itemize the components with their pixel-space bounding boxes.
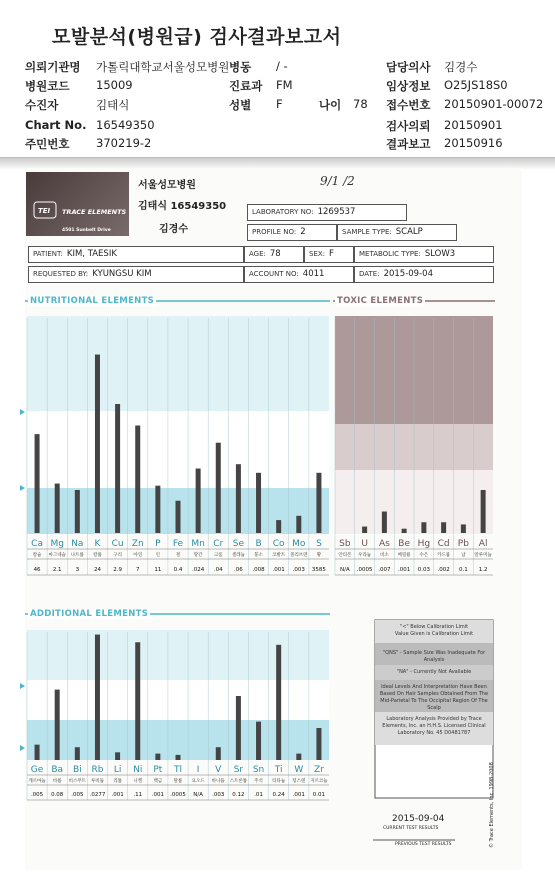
label-resident-no: 주민번호 [25, 137, 70, 151]
logo-name: TRACE ELEMENTS [62, 208, 127, 216]
nutritional-value-mg: 2.1 [52, 567, 62, 573]
additional-bar-ni [135, 642, 140, 760]
nutritional-symbol-na: Na [71, 539, 84, 549]
label-hospital-code: 병원코드 [25, 79, 70, 93]
toxic-value-sb: N/A [340, 567, 350, 573]
nutritional-bar-mo [296, 516, 301, 533]
additional-value-tl: .0005 [170, 792, 186, 798]
additional-value-w: .001 [292, 792, 305, 798]
additional-symbol-ni: Ni [133, 765, 143, 775]
patient-label-kr: 김태식 16549350 [138, 201, 227, 212]
toxic-bar-be [402, 529, 407, 533]
profile-value: 2 [300, 227, 306, 237]
nutritional-value-co: .001 [272, 567, 285, 573]
additional-symbol-rb: Rb [91, 765, 104, 775]
label-request-date: 검사의뢰 [386, 119, 431, 133]
nutritional-bar-na [75, 490, 80, 533]
nutritional-symbol-k: K [94, 539, 101, 549]
nutritional-korean-fe: 철 [175, 553, 181, 558]
value-department: FM [276, 78, 293, 92]
additional-bar-ti [276, 645, 281, 760]
additional-symbol-ba: Ba [51, 765, 64, 775]
copyright: © Trace Elements, Inc. 1998-2008 [489, 762, 495, 848]
additional-bar-ba [55, 690, 60, 760]
additional-symbol-ti: Ti [274, 765, 283, 775]
profile-label: PROFILE NO: [252, 228, 297, 236]
toxic-symbol-be: Be [398, 539, 410, 549]
additional-title: ADDITIONAL ELEMENTS [30, 609, 149, 619]
value-chart-no: 16549350 [96, 118, 155, 132]
note-qns: "QNS" - Sample Size Was Inadequate For Analysis [382, 650, 486, 663]
additional-korean-i: 요오드 [191, 779, 205, 784]
toxic-bar-al [481, 490, 486, 533]
nutritional-symbol-fe: Fe [172, 539, 184, 549]
additional-bar-sn [256, 722, 261, 760]
additional-symbol-pt: Pt [153, 765, 163, 775]
toxic-title: TOXIC ELEMENTS [337, 296, 424, 306]
toxic-korean-hg: 수은 [419, 553, 429, 558]
toxic-bar-cd [441, 522, 446, 533]
nutritional-bar-b [256, 473, 261, 533]
additional-korean-ni: 니켈 [133, 779, 143, 784]
toxic-value-cd: .002 [437, 567, 450, 573]
label-ward: 병동 [229, 60, 252, 74]
label-institution: 의뢰기관명 [25, 60, 81, 74]
additional-symbol-bi: Bi [72, 765, 82, 775]
svg-text:TEI: TEI [38, 207, 51, 215]
nutritional-bar-k [95, 355, 100, 533]
note-ideal-levels: Ideal Levels And Interpretation Have Been Based On Hair Samples Obtained From The Mid-Parietal To The Occipital Region Of The Scalp [379, 684, 489, 711]
additional-symbol-i: I [196, 765, 200, 775]
logo-address: 4501 Sunbelt Drive [62, 228, 111, 233]
label-chart-no: Chart No. [25, 118, 87, 132]
additional-korean-v: 바나듐 [211, 779, 225, 784]
value-doctor: 김경수 [444, 60, 478, 74]
additional-value-ba: 0.08 [51, 792, 64, 798]
additional-korean-sn: 주석 [254, 779, 263, 784]
additional-bar-v [216, 747, 221, 760]
toxic-korean-al: 알루미늄 [474, 553, 492, 558]
nutritional-symbol-mn: Mn [191, 539, 205, 549]
sex-value: F [329, 249, 334, 259]
toxic-korean-as: 비소 [380, 553, 389, 558]
nutritional-korean-cr: 크롬 [213, 553, 223, 558]
nutritional-bar-s [316, 473, 321, 533]
nutritional-korean-mg: 마그네슘 [48, 553, 66, 558]
label-report-date: 결과보고 [386, 137, 431, 151]
additional-value-pt: .001 [151, 792, 164, 798]
value-report-date: 20150916 [444, 136, 503, 150]
additional-korean-zr: 지르코늄 [310, 779, 328, 784]
additional-value-li: .001 [111, 792, 124, 798]
patient-label: PATIENT: [33, 250, 63, 258]
toxic-value-u: .0005 [356, 567, 373, 573]
toxic-symbol-u: U [361, 539, 368, 549]
nutritional-value-k: 24 [93, 567, 101, 573]
age-label: AGE: [249, 250, 266, 258]
nutritional-title: NUTRITIONAL ELEMENTS [30, 296, 155, 306]
additional-bar-sr [236, 696, 241, 760]
additional-value-i: N/A [193, 792, 204, 798]
nutritional-value-na: 3 [75, 567, 80, 573]
additional-korean-tl: 탈륨 [173, 779, 183, 784]
additional-value-ti: 0.24 [272, 792, 285, 798]
note-calibration: Value Given is Calibration Limit [394, 631, 474, 637]
sample-value: SCALP [395, 227, 423, 237]
nutritional-symbol-cr: Cr [213, 539, 224, 549]
additional-symbol-sn: Sn [252, 765, 265, 775]
nutritional-bar-p [155, 486, 160, 533]
nutritional-symbol-cu: Cu [111, 539, 124, 549]
note-below-limit: "<" Below Calibration Limit [399, 624, 469, 630]
account-label: ACCOUNT NO: [249, 270, 299, 278]
additional-value-bi: .005 [71, 792, 84, 798]
value-clinical-info: O25JS18S0 [444, 78, 508, 92]
additional-korean-bi: 비스무트 [68, 779, 87, 784]
toxic-bar-pb [461, 524, 466, 533]
nutritional-value-zn: 7 [135, 567, 140, 573]
toxic-symbol-cd: Cd [437, 539, 450, 549]
note-na: "NA" - Currently Not Available [396, 669, 472, 675]
date-label: DATE: [359, 270, 380, 278]
nutritional-symbol-mo: Mo [292, 539, 306, 549]
additional-symbol-v: V [215, 765, 222, 775]
nutritional-symbol-s: S [316, 539, 322, 549]
hospital-name: 서울성모병원 [138, 180, 196, 191]
additional-symbol-w: W [294, 765, 304, 775]
nutritional-bar-fe [176, 501, 181, 533]
label-receipt-no: 접수번호 [386, 98, 431, 112]
toxic-value-be: .001 [398, 567, 411, 573]
additional-bar-rb [95, 635, 100, 760]
nutritional-symbol-mg: Mg [50, 539, 64, 549]
nutritional-value-se: .06 [234, 567, 243, 573]
metabolic-value: SLOW3 [424, 249, 456, 259]
nutritional-bar-cu [115, 404, 120, 533]
nutritional-korean-s: 황 [316, 553, 322, 558]
label-department: 진료과 [229, 79, 263, 93]
toxic-symbol-al: Al [478, 539, 488, 549]
nutritional-value-cr: .04 [213, 567, 223, 573]
toxic-korean-cd: 카드뮴 [437, 553, 451, 558]
patient-value: KIM, TAESIK [66, 249, 117, 259]
value-age: 78 [353, 97, 368, 111]
additional-korean-pt: 백금 [153, 779, 163, 784]
nutritional-korean-zn: 아연 [133, 553, 143, 558]
additional-value-v: .003 [212, 792, 225, 798]
label-clinical-info: 임상정보 [386, 79, 431, 93]
nutritional-bar-mg [55, 484, 60, 533]
age-value: 78 [269, 249, 281, 259]
additional-value-rb: .0277 [89, 792, 106, 798]
additional-bar-ge [35, 745, 40, 760]
sex-label: SEX: [309, 250, 326, 258]
value-ward: / - [276, 59, 288, 73]
toxic-korean-sb: 안티몬 [338, 553, 352, 558]
lab-no-label: LABORATORY NO: [252, 208, 314, 216]
nutritional-symbol-b: B [255, 539, 262, 549]
nutritional-korean-p: 인 [155, 553, 161, 558]
account-value: 4011 [302, 269, 325, 279]
nutritional-bar-se [236, 464, 241, 533]
sample-label: SAMPLE TYPE: [342, 228, 392, 236]
additional-value-ni: .11 [133, 792, 143, 798]
additional-korean-sr: 스트론튬 [229, 779, 248, 784]
label-doctor: 담당의사 [386, 60, 431, 74]
toxic-korean-be: 베릴륨 [397, 553, 411, 558]
nutritional-bar-mn [196, 469, 201, 534]
nutritional-korean-mo: 몰리브덴 [290, 553, 308, 558]
value-hospital-code: 15009 [96, 78, 133, 92]
nutritional-value-s: 3585 [311, 567, 326, 573]
additional-bar-w [296, 754, 301, 760]
toxic-korean-pb: 납 [461, 553, 466, 558]
nutritional-korean-b: 붕소 [254, 553, 263, 558]
footer-previous: PREVIOUS TEST RESULTS [395, 842, 452, 847]
nutritional-korean-mn: 망간 [193, 553, 203, 558]
additional-bar-bi [75, 747, 80, 760]
nutritional-bar-co [276, 520, 281, 533]
doctor-label-kr: 김경수 [159, 224, 188, 235]
nutritional-value-p: 11 [154, 567, 162, 573]
additional-symbol-zr: Zr [313, 765, 324, 775]
nutritional-symbol-co: Co [272, 539, 285, 549]
requested-label: REQUESTED BY: [33, 270, 89, 278]
nutritional-symbol-p: P [155, 539, 161, 549]
toxic-symbol-pb: Pb [457, 539, 469, 549]
value-receipt-no: 20150901-00072 [444, 97, 544, 111]
toxic-symbol-as: As [378, 539, 390, 549]
value-request-date: 20150901 [444, 118, 503, 132]
nutritional-korean-ca: 칼슘 [32, 553, 42, 558]
toxic-symbol-sb: Sb [339, 539, 351, 549]
nutritional-korean-na: 나트륨 [70, 553, 84, 558]
additional-bar-pt [155, 754, 160, 760]
value-resident-no: 370219-2 [96, 136, 152, 150]
additional-value-sn: .01 [254, 792, 263, 798]
nutritional-bar-zn [135, 426, 140, 534]
toxic-bar-hg [421, 522, 426, 533]
date-value: 2015-09-04 [383, 269, 433, 279]
handwritten-note: 9/1 /2 [320, 174, 355, 188]
toxic-bar-u [362, 527, 367, 533]
toxic-value-as: .007 [378, 567, 391, 573]
nutritional-symbol-se: Se [232, 539, 245, 549]
nutritional-value-b: .008 [252, 567, 265, 573]
additional-korean-w: 텅스텐 [292, 779, 306, 784]
nutritional-value-mn: .024 [192, 567, 205, 573]
footer-date: 2015-09-04 [392, 814, 445, 824]
additional-symbol-li: Li [113, 765, 122, 775]
lab-no-value: 1269537 [317, 207, 356, 217]
toxic-value-hg: 0.03 [417, 567, 430, 573]
label-sex: 성별 [229, 98, 252, 112]
value-sex: F [276, 97, 283, 111]
additional-value-sr: 0.12 [232, 792, 245, 798]
toxic-value-al: 1.2 [478, 567, 488, 573]
additional-value-ge: .005 [30, 792, 44, 798]
additional-bar-zr [316, 728, 321, 760]
additional-korean-ti: 티타늄 [272, 779, 286, 784]
nutritional-bar-ca [35, 434, 40, 533]
additional-symbol-ge: Ge [30, 765, 44, 775]
label-age: 나이 [319, 98, 342, 112]
nutritional-symbol-zn: Zn [131, 539, 144, 549]
additional-symbol-tl: Tl [174, 765, 182, 775]
label-patient: 수진자 [25, 98, 59, 112]
nutritional-korean-se: 셀레늄 [231, 553, 245, 558]
footer-current: CURRENT TEST RESULTS [383, 826, 439, 831]
metabolic-label: METABOLIC TYPE: [359, 250, 421, 258]
report-title: 모발분석(병원급) 검사결과보고서 [52, 26, 342, 48]
toxic-value-pb: 0.1 [459, 567, 468, 573]
requested-value: KYUNGSU KIM [92, 269, 152, 279]
nutritional-value-ca: 46 [33, 567, 41, 573]
nutritional-korean-k: 칼륨 [93, 553, 102, 558]
nutritional-korean-cu: 구리 [113, 553, 122, 558]
additional-korean-rb: 루비듐 [90, 779, 104, 784]
additional-symbol-sr: Sr [233, 765, 244, 775]
additional-korean-li: 리튬 [113, 779, 122, 784]
additional-korean-ge: 게르마늄 [28, 779, 46, 784]
toxic-bar-as [382, 512, 387, 534]
toxic-symbol-hg: Hg [417, 539, 431, 549]
value-institution: 가톨릭대학교서울성모병원 [96, 60, 230, 74]
nutritional-symbol-ca: Ca [31, 539, 43, 549]
additional-value-zr: 0.01 [312, 792, 326, 798]
toxic-korean-u: 우라늄 [358, 553, 372, 558]
nutritional-value-cu: 2.9 [113, 567, 122, 573]
note-lab-analysis: Laboratory Analysis Provided by Trace Elements, Inc. an H.H.S. Licensed Clinical Laboratory No. 45 D0481787 [382, 716, 486, 736]
nutritional-value-mo: .003 [292, 567, 305, 573]
nutritional-bar-cr [216, 443, 221, 533]
additional-bar-li [115, 752, 120, 760]
value-patient: 김태식 [96, 98, 130, 112]
nutritional-korean-co: 코발트 [272, 553, 286, 558]
additional-bar-tl [176, 755, 181, 760]
additional-korean-ba: 바륨 [52, 779, 62, 784]
nutritional-value-fe: 0.4 [173, 567, 183, 573]
